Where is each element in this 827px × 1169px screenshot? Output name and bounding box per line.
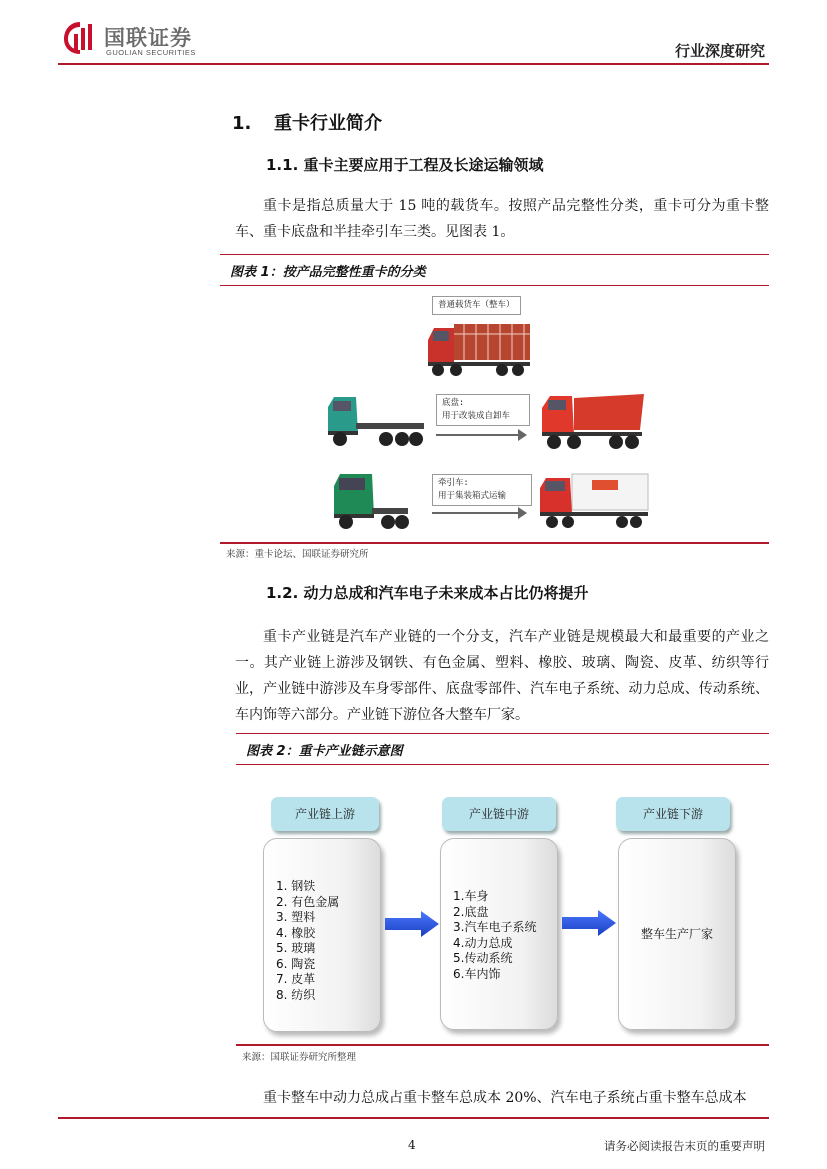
list-item: 3. 塑料 <box>276 910 316 924</box>
figure-1 <box>220 290 769 540</box>
logo-text: 国联证券 <box>104 26 192 50</box>
arrow-line-tractor <box>432 512 520 514</box>
list-item: 2. 有色金属 <box>276 894 340 909</box>
upstream-list <box>276 879 339 1003</box>
list-item: 6. 陶瓷 <box>276 956 316 971</box>
trailing-paragraph: 重卡整车中动力总成占重卡整车总成本 20%、汽车电子系统占重卡整车总成本 <box>263 1090 747 1106</box>
upstream-header: 产业链上游 <box>271 797 379 831</box>
figure-2-bottom-rule <box>236 1044 769 1046</box>
page-number: 4 <box>408 1138 416 1152</box>
downstream-list <box>641 927 713 943</box>
label-chassis-desc: 用于改装成自卸车 <box>442 411 511 421</box>
figure-2-caption: 图表 2：重卡产业链示意图 <box>246 744 403 759</box>
container-truck-image <box>538 470 650 532</box>
section-heading <box>232 109 382 135</box>
figure-1-source: 来源：重卡论坛、国联证券研究所 <box>226 549 369 560</box>
label-chassis-title: 底盘: <box>442 398 465 408</box>
header-divider <box>58 63 769 65</box>
label-tractor-title: 牵引车: <box>438 478 469 488</box>
subsection-heading-1: 1.1. 重卡主要应用于工程及长途运输领域 <box>266 156 544 174</box>
flow-arrow-icon <box>562 909 617 937</box>
section-number: 1. <box>232 113 252 134</box>
list-item: 4. 橡胶 <box>276 925 316 940</box>
dump-truck-image <box>540 390 646 454</box>
arrow-head-icon <box>518 507 527 519</box>
list-item: 7. 皮革 <box>276 972 316 986</box>
list-item: 2.底盘 <box>453 904 489 919</box>
footer-divider <box>58 1117 769 1119</box>
figure-1-caption-bar <box>220 254 769 286</box>
arrow-line-chassis <box>436 434 520 436</box>
midstream-header: 产业链中游 <box>442 797 556 831</box>
footer-disclaimer: 请务必阅读报告末页的重要声明 <box>604 1139 765 1153</box>
list-item: 4.动力总成 <box>453 935 513 950</box>
midstream-list <box>453 889 536 982</box>
list-item: 8. 纺织 <box>276 987 316 1002</box>
downstream-header: 产业链下游 <box>616 797 730 831</box>
list-item: 6.车内饰 <box>453 966 501 981</box>
figure-2-source: 来源：国联证券研究所整理 <box>242 1052 357 1063</box>
label-complete-truck: 普通载货车（整车） <box>432 296 521 315</box>
midstream-box <box>440 838 558 1030</box>
subsection-heading-2: 1.2. 动力总成和汽车电子未来成本占比仍将提升 <box>266 584 589 602</box>
figure-1-caption: 图表 1：按产品完整性重卡的分类 <box>230 265 426 280</box>
label-chassis <box>436 394 530 426</box>
label-tractor <box>432 474 532 506</box>
label-tractor-desc: 用于集装箱式运输 <box>438 491 507 501</box>
list-item: 5.传动系统 <box>453 951 513 965</box>
logo-icon <box>62 20 98 56</box>
tractor-truck-image <box>332 472 412 532</box>
section-title: 重卡行业简介 <box>274 113 382 134</box>
chassis-truck-image <box>326 393 426 453</box>
report-type: 行业深度研究 <box>674 42 765 60</box>
list-item: 1. 钢铁 <box>276 879 316 893</box>
upstream-box <box>263 838 381 1032</box>
downstream-box <box>618 838 736 1030</box>
logo-subtext: GUOLIAN SECURITIES <box>106 48 196 57</box>
list-item: 3.汽车电子系统 <box>453 920 537 934</box>
figure-1-bottom-rule <box>220 542 769 544</box>
paragraph-2: 重卡产业链是汽车产业链的一个分支，汽车产业链是规模最大和最重要的产业之一。其产业链上游涉及钢铁、有色金属、塑料、橡胶、玻璃、陶瓷、皮革、纺织等行业，产业链中游涉及车身零部件、底盘零部件、汽车电子系统、动力总成、传动系统、车内饰等六部分。产业链下游位各大整车厂家。 <box>235 629 769 723</box>
list-item: 5. 玻璃 <box>276 941 316 955</box>
flow-arrow-icon <box>385 910 440 938</box>
arrow-head-icon <box>518 429 527 441</box>
cargo-truck-image <box>426 318 532 380</box>
list-item: 整车生产厂家 <box>641 927 714 941</box>
list-item: 1.车身 <box>453 889 489 903</box>
figure-2-caption-bar <box>236 733 769 765</box>
paragraph-1: 重卡是指总质量大于 15 吨的载货车。按照产品完整性分类，重卡可分为重卡整车、重卡底盘和半挂牵引车三类。见图表 1。 <box>235 198 769 240</box>
